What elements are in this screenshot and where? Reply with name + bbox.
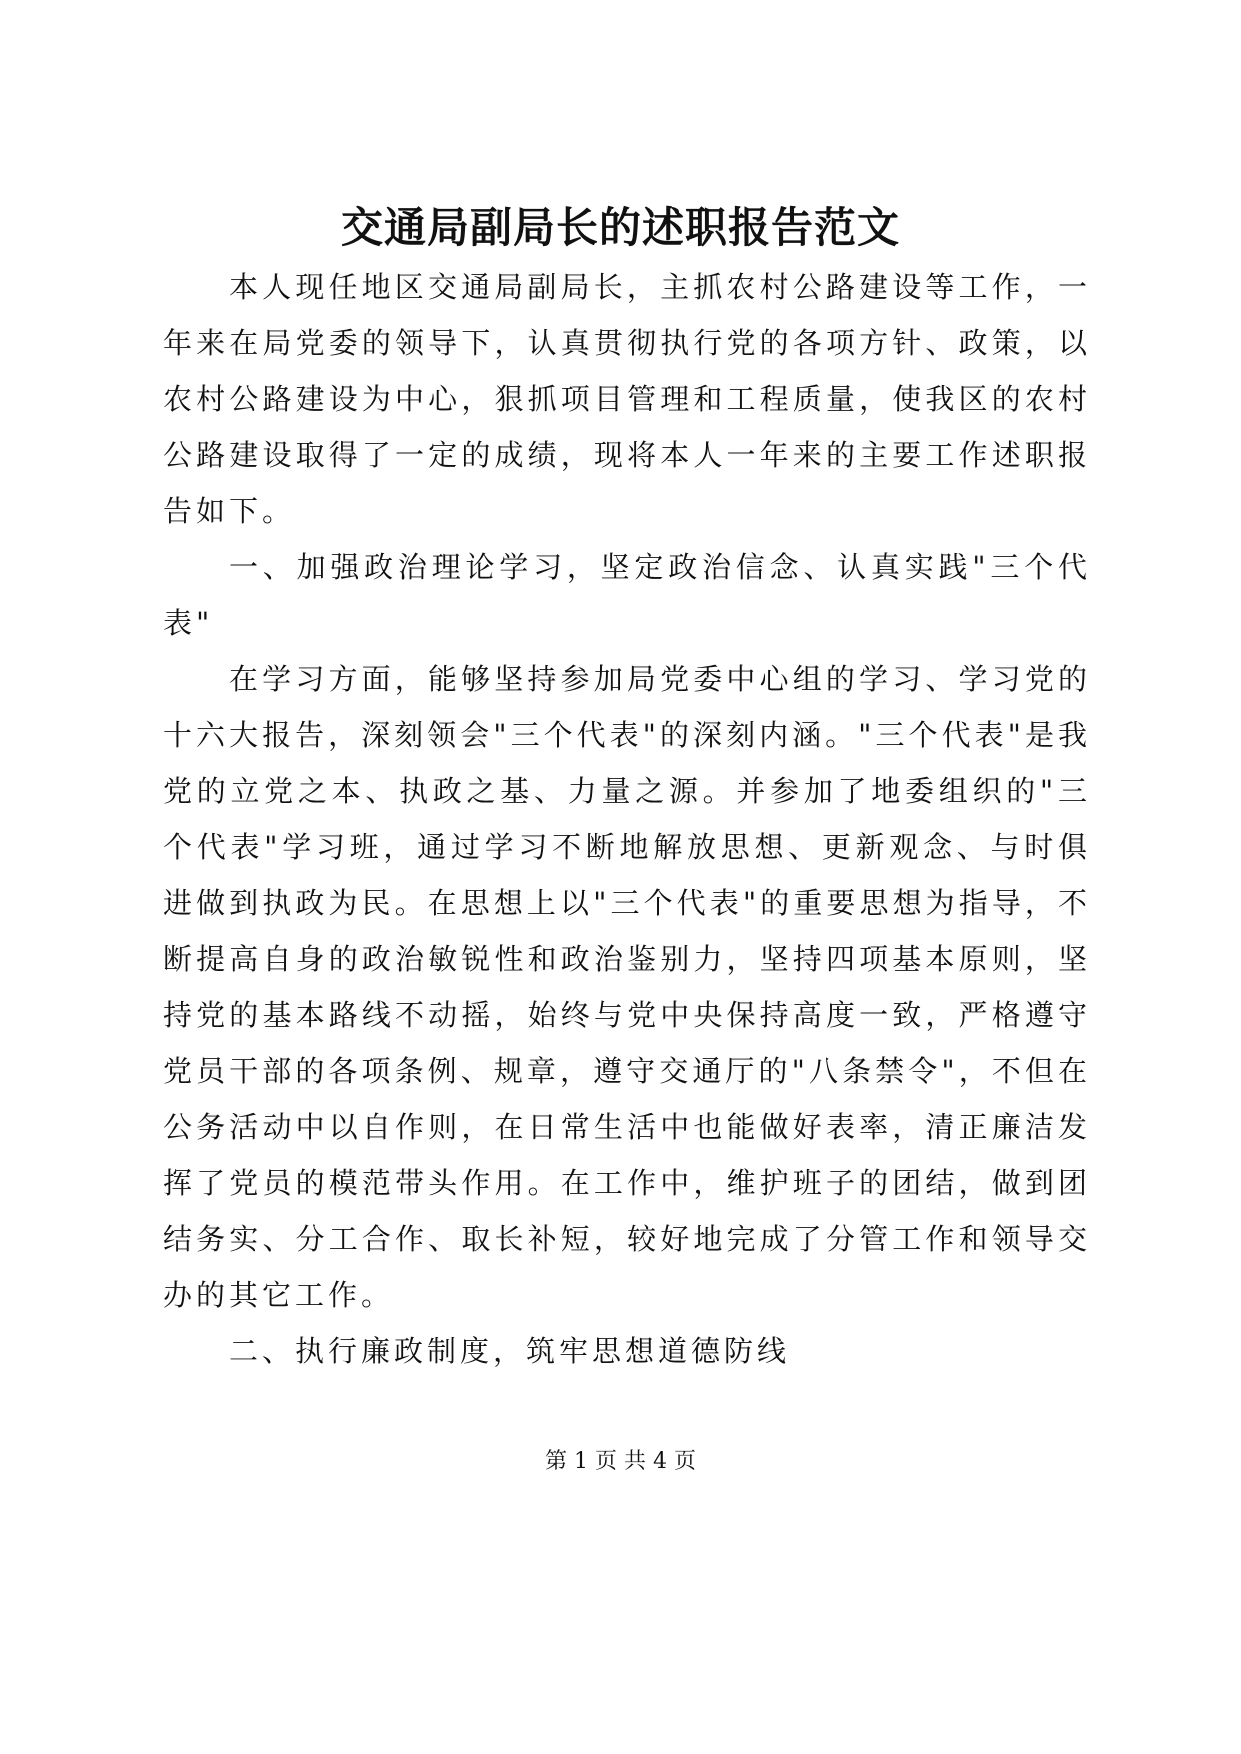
- text-line: 断提高自身的政治敏锐性和政治鉴别力，坚持四项基本原则，坚: [163, 942, 1087, 976]
- text-line: 个代表"学习班，通过学习不断地解放思想、更新观念、与时俱: [163, 830, 1087, 864]
- text-line: 公务活动中以自作则，在日常生活中也能做好表率，清正廉洁发: [163, 1110, 1087, 1144]
- text-line: 年来在局党委的领导下，认真贯彻执行党的各项方针、政策，以: [163, 326, 1087, 360]
- text-line: 一、加强政治理论学习，坚定政治信念、认真实践"三个代: [229, 550, 1087, 584]
- text-line: 公路建设取得了一定的成绩，现将本人一年来的主要工作述职报: [163, 438, 1087, 472]
- text-line: 二、执行廉政制度，筑牢思想道德防线: [229, 1334, 791, 1368]
- document-body: [163, 259, 1087, 1379]
- text-line: 在学习方面，能够坚持参加局党委中心组的学习、学习党的: [229, 662, 1087, 696]
- text-line: 办的其它工作。: [163, 1278, 395, 1312]
- text-line: 结务实、分工合作、取长补短，较好地完成了分管工作和领导交: [163, 1222, 1087, 1256]
- text-line: 进做到执政为民。在思想上以"三个代表"的重要思想为指导，不: [163, 886, 1087, 920]
- text-line: 告如下。: [163, 494, 296, 528]
- text-line: 挥了党员的模范带头作用。在工作中，维护班子的团结，做到团: [163, 1166, 1087, 1200]
- text-line: 本人现任地区交通局副局长，主抓农村公路建设等工作，一: [229, 270, 1087, 304]
- text-line: 表": [163, 606, 214, 640]
- page-footer: 第 1 页 共 4 页: [545, 1449, 696, 1474]
- document-title: 交通局副局长的述职报告范文: [340, 203, 900, 252]
- text-line: 党员干部的各项条例、规章，遵守交通厅的"八条禁令"，不但在: [163, 1054, 1087, 1088]
- text-line: 党的立党之本、执政之基、力量之源。并参加了地委组织的"三: [163, 774, 1087, 808]
- text-line: 十六大报告，深刻领会"三个代表"的深刻内涵。"三个代表"是我: [163, 718, 1087, 752]
- text-line: 持党的基本路线不动摇，始终与党中央保持高度一致，严格遵守: [163, 998, 1087, 1032]
- text-line: 农村公路建设为中心，狠抓项目管理和工程质量，使我区的农村: [163, 382, 1087, 416]
